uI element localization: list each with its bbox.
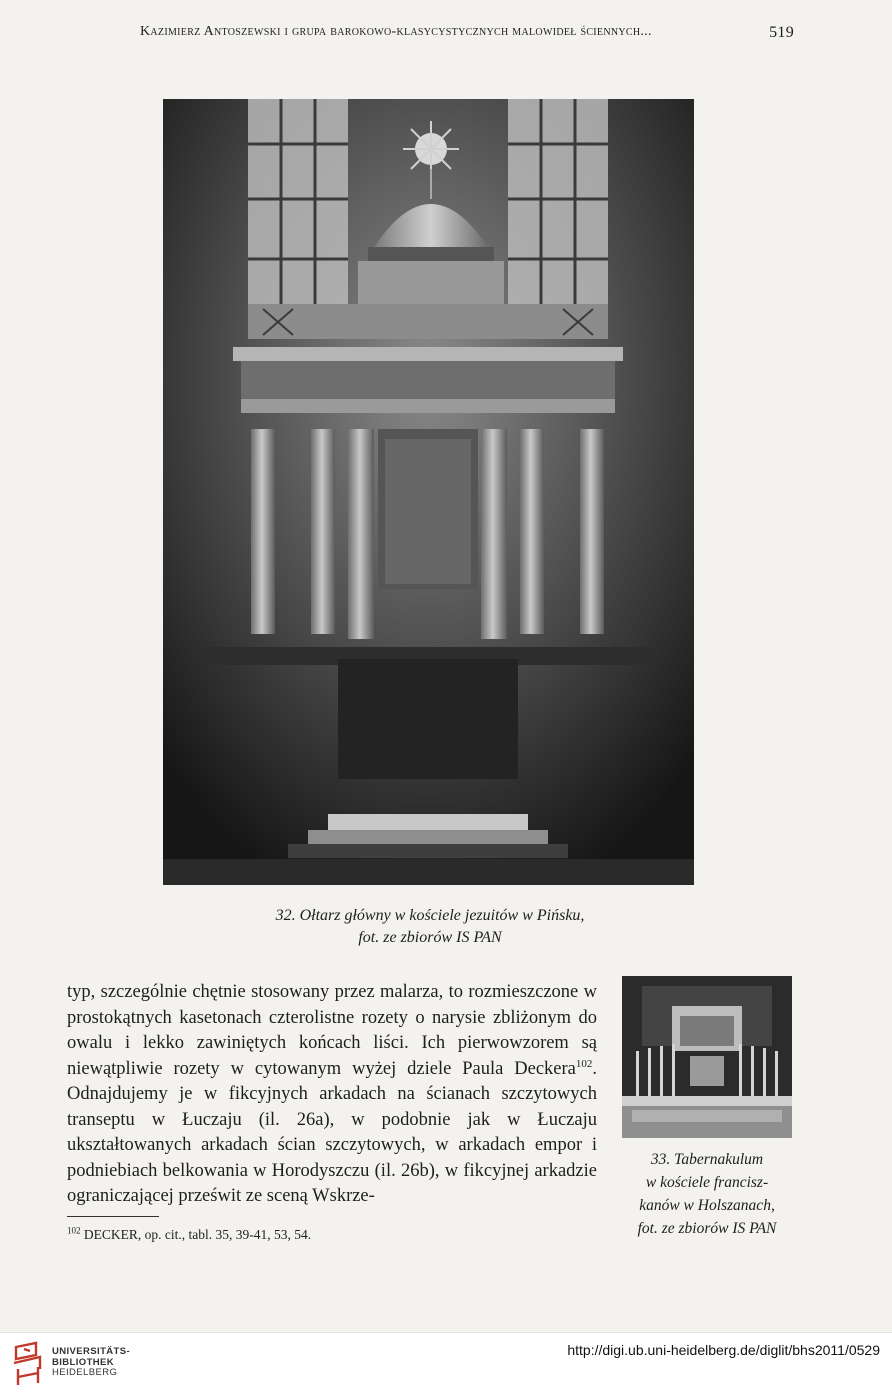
figure-32-caption xyxy=(160,905,700,949)
library-name xyxy=(52,1347,130,1379)
library-name-line2: BIBLIOTHEK xyxy=(52,1356,115,1368)
body-paragraph xyxy=(67,980,597,1210)
footnote-text: DECKER, op. cit., tabl. 35, 39-41, 53, 54. xyxy=(80,1227,312,1242)
running-header xyxy=(140,24,794,40)
figure-33-caption-line3: kanów w Holszanach, xyxy=(639,1197,775,1214)
paragraph-text-part1: typ, szczególnie chętnie stosowany przez malarza, to rozmieszczone w prostokątnych kasetonach czterolistne rozety o narysie zbliżonym do owalu i lekko zawiniętych końcach liści. Ich pierwowzorem są niewątpliwie rozety w cytowanym wyżej dziele Paula Deckera xyxy=(67,982,597,1079)
page-number: 519 xyxy=(769,24,794,41)
running-title: Kazimierz Antoszewski i grupa barokowo-klasycystycznych malowideł ściennych... xyxy=(140,24,652,39)
figure-32-caption-line2: fot. ze zbiorów IS PAN xyxy=(358,929,502,946)
library-name-line1: UNIVERSITÄTS- xyxy=(52,1346,131,1357)
library-name-line3: HEIDELBERG xyxy=(52,1367,118,1378)
footnote xyxy=(67,1227,311,1243)
figure-32-caption-line1: 32. Ołtarz główny w kościele jezuitów w Pińsku, xyxy=(275,907,585,924)
footnote-number: 102 xyxy=(67,1225,81,1236)
figure-33-caption-line2: w kościele francisz- xyxy=(645,1174,769,1191)
figure-33-caption xyxy=(612,1148,802,1240)
paragraph-text-part2: . Odnajdujemy je w fikcyjnych arkadach na ścianach szczytowych transeptu w Łuczaju (il. 26a), w podobnie jak w Łuczaju ukształtowanych arkadach ścian szczytowych, w arkadach empor i podniebiach belkowania w Horodyszczu (il. 26b), w fikcyjnej arkadzie ograniczającej prześwit ze sceną Wskrze- xyxy=(67,1058,597,1206)
altar-photo-drawing xyxy=(163,99,694,885)
library-logo-icon xyxy=(10,1339,48,1389)
library-logo xyxy=(10,1339,48,1394)
footnote-reference[interactable]: 102 xyxy=(575,1057,593,1070)
footnote-separator xyxy=(67,1216,159,1217)
tabernacle-photograph xyxy=(622,976,792,1138)
figure-33-caption-line4: fot. ze zbiorów IS PAN xyxy=(637,1220,777,1237)
altar-photograph xyxy=(163,99,694,885)
paragraph-text xyxy=(67,980,597,1210)
digital-library-link[interactable]: http://digi.ub.uni-heidelberg.de/diglit/bhs2011/0529 xyxy=(567,1342,880,1358)
library-footer xyxy=(0,1332,892,1397)
tabernacle-photo-drawing xyxy=(622,976,792,1138)
figure-33-caption-line1: 33. Tabernakulum xyxy=(650,1151,764,1168)
